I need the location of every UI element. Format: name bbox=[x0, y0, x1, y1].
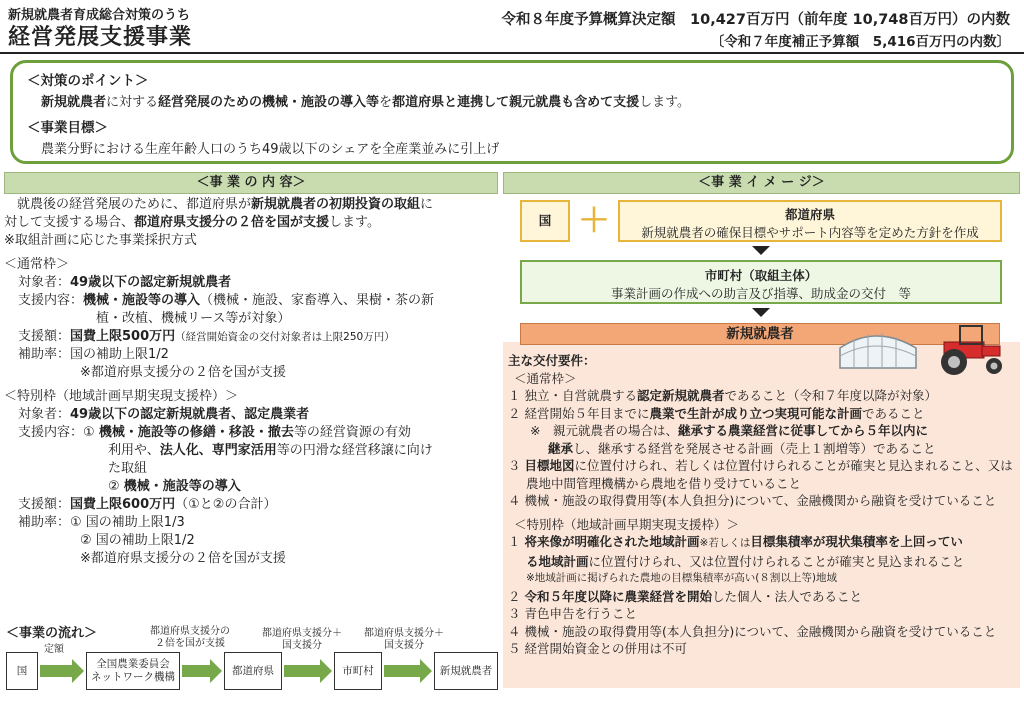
points-plain-2: を bbox=[379, 95, 393, 110]
supplementary-budget: 〔令和７年度補正予算額 5,416百万円の内数〕 bbox=[710, 34, 1010, 50]
req-normal-heading: ＜通常枠＞ bbox=[514, 370, 577, 386]
flow-label-3: 都道府県支援分＋ 国支援分 bbox=[262, 628, 342, 651]
req-normal-2-note: ※ 親元就農者の場合は、継承する農業経営に従事してから５年以内に bbox=[530, 423, 928, 438]
city-title: 市町村（取組主体） bbox=[704, 268, 818, 283]
intro-line-1: 就農後の経営発展のために、都道府県が新規就農者の初期投資の取組に bbox=[4, 197, 434, 212]
special-rate-1: 補助率：① 国の補助上限1/3 bbox=[18, 515, 185, 530]
req-normal-3: ３ 目標地図に位置付けられ、若しくは位置付けられることが確実と見込まれること、又は bbox=[508, 458, 1013, 473]
flow-arrow-4 bbox=[384, 659, 432, 683]
req-normal-1: １ 独立・自営就農する認定新規就農者であること（令和７年度以降が対象） bbox=[508, 388, 938, 403]
points-bold-3: 都道府県と連携して親元就農も含めて支援 bbox=[392, 95, 640, 110]
budget-amount: 令和８年度予算概算決定額 10,427百万円（前年度 10,748百万円）の内数 bbox=[501, 12, 1010, 28]
policy-box bbox=[10, 60, 1014, 164]
req-special-5: ５ 経営開始資金との併用は不可 bbox=[508, 641, 688, 656]
flow-node-prefecture: 都道府県 bbox=[224, 652, 282, 690]
req-normal-2: ２ 経営開始５年目までに農業で生計が成り立つ実現可能な計画であること bbox=[508, 405, 925, 421]
normal-rate: 補助率：国の補助上限1/2 bbox=[18, 347, 169, 362]
flow-arrow-2 bbox=[182, 659, 222, 683]
content-body bbox=[4, 196, 498, 568]
special-content-1-line2: 利用や、法人化、専門家活用等の円滑な経営移譲に向け bbox=[108, 443, 433, 458]
flow-node-farmer: 新規就農者 bbox=[434, 652, 498, 690]
req-special-4: ４ 機械・施設の取得費用等(本人負担分)について、金融機関から融資を受けていること bbox=[508, 623, 997, 639]
special-content-1-line3: た取組 bbox=[108, 461, 148, 476]
image-city-box bbox=[520, 260, 1002, 304]
farmer-bar: 新規就農者 bbox=[520, 323, 1000, 345]
normal-amount: 支援額：国費上限500万円（経営開始資金の交付対象者は上限250万円） bbox=[18, 329, 395, 344]
flow-node-kuni: 国 bbox=[6, 652, 38, 690]
req-normal-4: ４ 機械・施設の取得費用等(本人負担分)について、金融機関から融資を受けていること bbox=[508, 493, 997, 508]
image-section-header: ＜事 業 イ メ ー ジ＞ bbox=[503, 172, 1020, 194]
flow-arrow-1 bbox=[40, 659, 84, 683]
req-normal-2-note-line2: 継承し、継承する経営を発展させる計画（売上１割増等）であること bbox=[548, 440, 936, 456]
special-rate-note: ※都道府県支援分の２倍を国が支援 bbox=[80, 551, 286, 566]
special-content-1: 支援内容：① 機械・施設等の修繕・移設・撤去等の経営資源の有効 bbox=[18, 425, 411, 440]
req-special-1: １ 将来像が明確化された地域計画※若しくは目標集積率が現状集積率を上回ってい bbox=[508, 534, 963, 549]
normal-heading: ＜通常枠＞ bbox=[4, 257, 70, 272]
req-special-1-line2: る地域計画に位置付けられ、又は位置付けられることが確実と見込まれること bbox=[526, 553, 965, 569]
flow-label-2: 都道府県支援分の ２倍を国が支援 bbox=[150, 626, 230, 649]
normal-content-line2: 植・改植、機械リース等が対象） bbox=[96, 311, 291, 326]
intro-line-3: ※取組計画に応じた事業採択方式 bbox=[4, 233, 197, 248]
flow-title: ＜事業の流れ＞ bbox=[6, 626, 98, 641]
req-special-3: ３ 青色申告を行うこと bbox=[508, 606, 638, 621]
req-special-2: ２ 令和５年度以降に農業経営を開始した個人・法人であること bbox=[508, 588, 863, 604]
requirements-title: 主な交付要件： bbox=[508, 353, 596, 368]
points-bold-2: 経営発展のための機械・施設の導入等 bbox=[158, 95, 380, 110]
special-target: 対象者：49歳以下の認定新規就農者、認定農業者 bbox=[18, 407, 310, 422]
special-rate-2: ② 国の補助上限1/2 bbox=[80, 533, 195, 548]
points-heading: ＜対策のポイント＞ bbox=[27, 73, 149, 89]
flow-label-1: 定額 bbox=[44, 644, 64, 655]
points-text bbox=[27, 91, 997, 110]
flow-node-city: 市町村 bbox=[334, 652, 382, 690]
normal-target: 対象者：49歳以下の認定新規就農者 bbox=[18, 275, 232, 290]
points-bold-1: 新規就農者 bbox=[41, 95, 107, 110]
intro-line-2: 対して支援する場合、都道府県支援分の２倍を国が支援します。 bbox=[4, 215, 380, 230]
down-arrow-icon bbox=[752, 246, 770, 255]
goal-text: 農業分野における生産年齢人口のうち49歳以下のシェアを全産業並みに引上げ bbox=[41, 142, 500, 157]
plus-icon: ＋ bbox=[578, 201, 611, 239]
city-text: 事業計画の作成への助言及び指導、助成金の交付 等 bbox=[610, 286, 911, 301]
requirements-list bbox=[508, 352, 1016, 658]
page-title: 経営発展支援事業 bbox=[8, 25, 193, 50]
goal-heading: ＜事業目標＞ bbox=[27, 120, 108, 136]
flow-label-4: 都道府県支援分＋ 国支援分 bbox=[364, 628, 444, 651]
special-heading: ＜特別枠（地域計画早期実現支援枠）＞ bbox=[4, 389, 239, 404]
prefecture-text: 新規就農者の確保目標やサポート内容等を定めた方針を作成 bbox=[641, 225, 979, 240]
down-arrow-icon-2 bbox=[752, 308, 770, 317]
points-plain-1: に対する bbox=[106, 95, 159, 110]
page-subtitle: 新規就農者育成総合対策のうち bbox=[8, 8, 191, 23]
special-content-2: ② 機械・施設等の導入 bbox=[108, 479, 241, 494]
req-special-1-note: ※地域計画に掲げられた農地の目標集積率が高い(８割以上等)地域 bbox=[526, 572, 837, 584]
image-prefecture-box bbox=[618, 200, 1002, 242]
flow-node-national-committee: 全国農業委員会 ネットワーク機構 bbox=[86, 652, 180, 690]
normal-rate-note: ※都道府県支援分の２倍を国が支援 bbox=[80, 365, 286, 380]
special-amount: 支援額：国費上限600万円（①と②の合計） bbox=[18, 497, 277, 512]
prefecture-title: 都道府県 bbox=[784, 207, 835, 222]
flow-arrow-3 bbox=[284, 659, 332, 683]
image-kuni-box: 国 bbox=[520, 200, 570, 242]
content-section-header: ＜事 業 の 内 容＞ bbox=[4, 172, 498, 194]
req-normal-3-line2: 農地中間管理機構から農地を借り受けていること bbox=[526, 475, 802, 491]
title-divider bbox=[0, 52, 1024, 54]
req-special-heading: ＜特別枠（地域計画早期実現支援枠）＞ bbox=[514, 516, 740, 532]
points-plain-3: します。 bbox=[639, 95, 691, 110]
normal-content: 支援内容：機械・施設等の導入（機械・施設、家畜導入、果樹・茶の新 bbox=[18, 293, 435, 308]
